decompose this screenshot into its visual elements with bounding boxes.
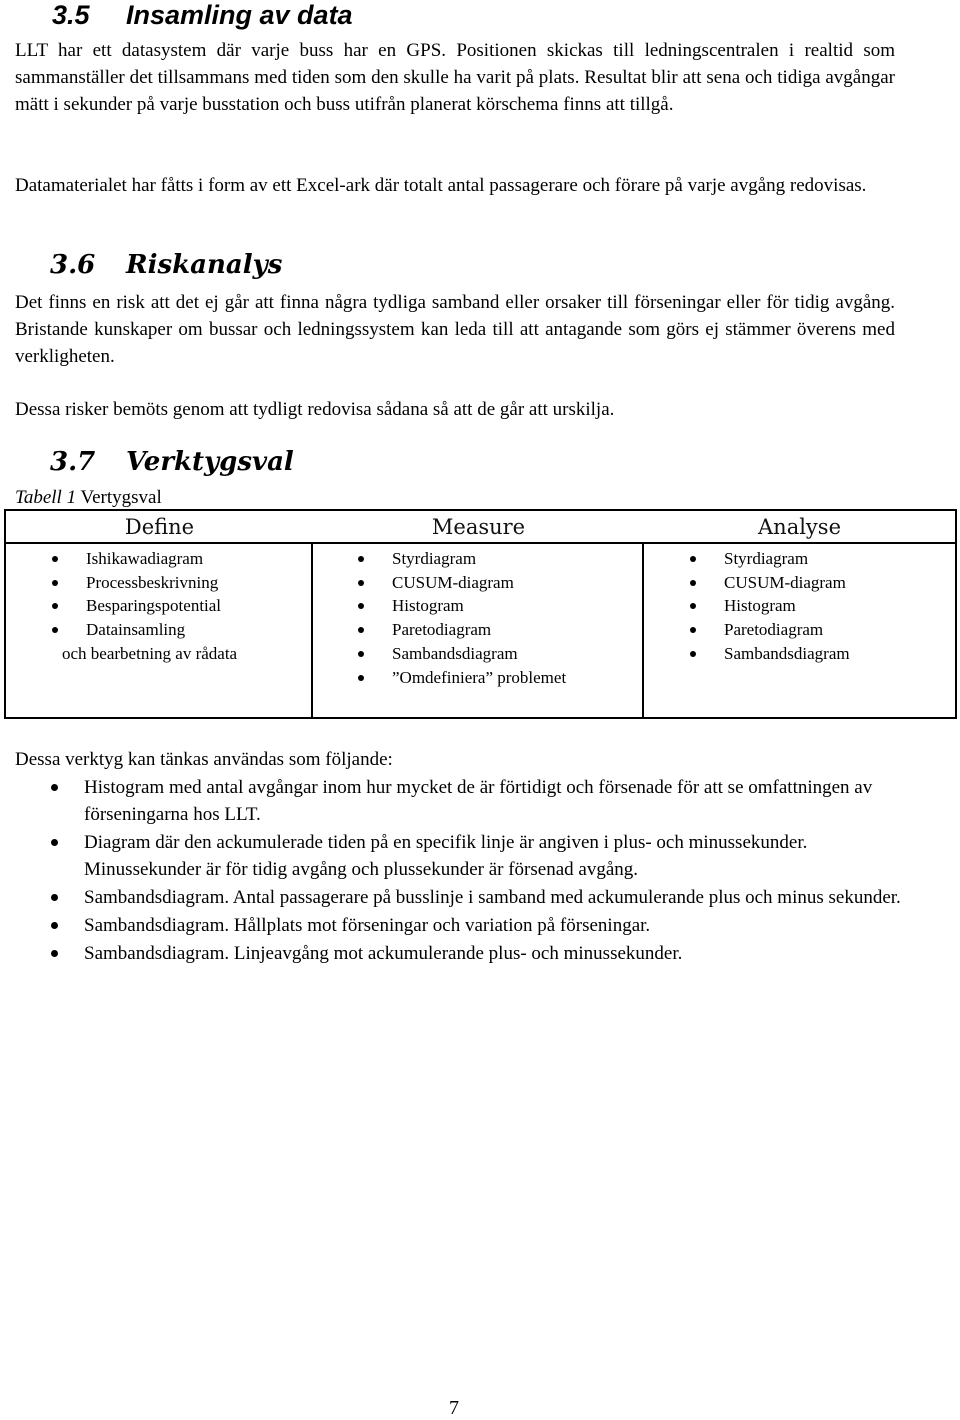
table-header-row [6, 511, 955, 544]
analyse-tool-item: Paretodiagram [686, 618, 850, 642]
column-divider [642, 544, 644, 717]
caption-text: Vertygsval [80, 487, 162, 508]
section-number: 3.7 [50, 447, 96, 477]
measure-tool-item: CUSUM-diagram [354, 571, 566, 595]
page-number: 7 [449, 1397, 459, 1419]
section-number: 3.6 [50, 250, 96, 280]
analyse-tool-item: CUSUM-diagram [686, 571, 850, 595]
header-analyse: Analyse [758, 515, 841, 539]
analyse-column [686, 547, 850, 666]
usage-list-item: Diagram där den ackumulerade tiden på en specifik linje är angiven i plus- och minussekunder. Minussekunder är för tidig avgång och plussekunder är försenad avgång. [15, 829, 905, 883]
paragraph-data-system: LLT har ett datasystem där varje buss har en GPS. Positionen skickas till ledningscentralen i realtid som sammanställer det tillsammans med tiden som den skulle ha varit på plats. Resultat blir att sena och tidiga avgångar mätt i sekunder på varje busstation och buss utifrån planerat körschema finns att tillgå. [15, 40, 895, 115]
header-measure: Measure [431, 515, 526, 539]
measure-column [354, 547, 566, 689]
section-heading-3-7 [50, 447, 294, 477]
tool-selection-table [4, 509, 957, 719]
analyse-list [686, 547, 850, 666]
section-number: 3.5 [52, 0, 90, 30]
define-list [48, 547, 237, 642]
usage-list-item: Sambandsdiagram. Linjeavgång mot ackumulerande plus- och minussekunder. [15, 940, 905, 967]
measure-tool-item: Styrdiagram [354, 547, 566, 571]
caption-label: Tabell 1 [15, 487, 77, 508]
measure-tool-item: ”Omdefiniera” problemet [354, 666, 566, 690]
measure-tool-item: Histogram [354, 594, 566, 618]
section-heading-3-6 [50, 250, 282, 280]
usage-list-item: Histogram med antal avgångar inom hur mycket de är förtidigt och försenade för att se omfattningen av förseningarna hos LLT. [15, 774, 905, 828]
table-caption [15, 486, 162, 510]
paragraph-risk: Det finns en risk att det ej går att finna några tydliga samband eller orsaker till förseningar eller för tidig avgång. Bristande kunskaper om bussar och ledningssystem kan leda till att antagande som görs ej stämmer överens med verkligheten. [15, 292, 895, 367]
define-continuation: och bearbetning av rådata [62, 643, 238, 663]
define-tool-item: Datainsamling [48, 618, 237, 642]
paragraph-data-material: Datamaterialet har fåtts i form av ett Excel-ark där totalt antal passagerare och förare på varje avgång redovisas. [15, 175, 867, 196]
analyse-tool-item: Styrdiagram [686, 547, 850, 571]
column-divider [311, 544, 313, 717]
measure-tool-item: Paretodiagram [354, 618, 566, 642]
measure-list [354, 547, 566, 689]
measure-tool-item: Sambandsdiagram [354, 642, 566, 666]
analyse-tool-item: Sambandsdiagram [686, 642, 850, 666]
section-heading-3-5 [52, 0, 353, 30]
analyse-tool-item: Histogram [686, 594, 850, 618]
section-title: Riskanalys [126, 250, 283, 280]
define-tool-item: Processbeskrivning [48, 571, 237, 595]
section-title: Verktygsval [126, 447, 294, 477]
header-define: Define [124, 515, 195, 539]
usage-list-item: Sambandsdiagram. Antal passagerare på busslinje i samband med ackumulerande plus och minus sekunder. [15, 884, 905, 911]
usage-list-item: Sambandsdiagram. Hållplats mot förseningar och variation på förseningar. [15, 912, 905, 939]
paragraph-risk-mitigation: Dessa risker bemöts genom att tydligt redovisa sådana så att de går att urskilja. [15, 399, 615, 420]
define-tool-item: Besparingspotential [48, 594, 237, 618]
define-tool-item: Ishikawadiagram [48, 547, 237, 571]
section-title: Insamling av data [126, 0, 353, 30]
tools-usage-intro: Dessa verktyg kan tänkas användas som följande: [15, 749, 393, 770]
define-column [48, 547, 237, 665]
tools-usage-list [15, 774, 905, 968]
